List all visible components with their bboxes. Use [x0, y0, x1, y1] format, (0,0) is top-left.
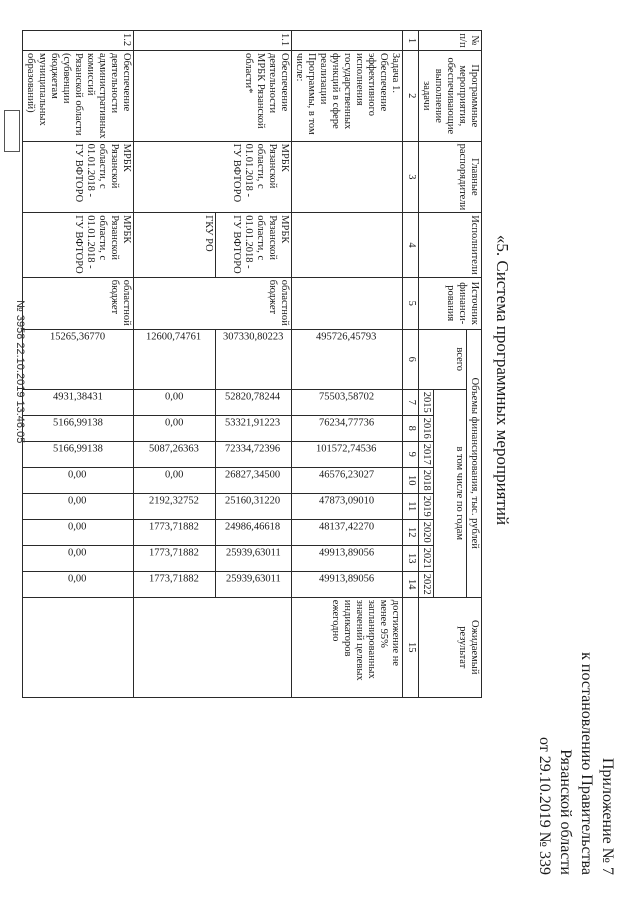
row-year-value-2: 1773,71882 [134, 571, 216, 597]
row-year-value: 0,00 [23, 571, 134, 597]
header-total: всего [419, 329, 467, 389]
row-manager: МРБК Рязанской области, с 01.01.2018 - ГУ ВФТОРО [134, 141, 292, 213]
row-event: Обеспечение деятельности административных комиссий Рязанской области (субвенции бюджетам муниципальных образований) [23, 51, 134, 142]
table-row-1-1 [216, 31, 292, 698]
appendix-number: Приложение № 7 [599, 757, 616, 875]
registration-footer: № 3958 22.10.2019 13:46:05 [14, 300, 26, 444]
column-number: 15 [403, 597, 419, 697]
row-year-value: 0,00 [23, 467, 134, 493]
row-year-value: 52820,78244 [216, 389, 292, 415]
row-year-value: 75503,58702 [292, 389, 403, 415]
program-events-table [22, 30, 482, 698]
row-year-value: 4931,38431 [23, 389, 134, 415]
row-result: достижение не менее 95% запланированных значений целевых индикаторов ежегодно [292, 597, 403, 697]
column-number: 7 [403, 389, 419, 415]
column-number: 5 [403, 277, 419, 329]
header-executors: Исполнители [419, 213, 482, 278]
table-row-1-2 [23, 31, 134, 698]
row-total: 307330,80223 [216, 329, 292, 389]
row-year-value: 49913,89056 [292, 545, 403, 571]
header-year: 2019 [419, 493, 434, 519]
column-number: 10 [403, 467, 419, 493]
column-number: 6 [403, 329, 419, 389]
row-year-value-2: 0,00 [134, 389, 216, 415]
row-year-value-2: 1773,71882 [134, 519, 216, 545]
row-year-value-2: 2192,32752 [134, 493, 216, 519]
header-managers: Главные распорядители [419, 141, 482, 213]
row-year-value: 26827,34500 [216, 467, 292, 493]
header-num: № п/п [419, 31, 482, 51]
row-year-value-2: 1773,71882 [134, 545, 216, 571]
header-year: 2018 [419, 467, 434, 493]
header-year: 2022 [419, 571, 434, 597]
header-year: 2015 [419, 389, 434, 415]
row-year-value: 25939,63011 [216, 545, 292, 571]
row-year-value: 47873,09010 [292, 493, 403, 519]
appendix-ref: к постановлению Правительства [578, 652, 595, 875]
row-result [134, 597, 292, 697]
column-number: 2 [403, 51, 419, 142]
column-number: 13 [403, 545, 419, 571]
header-year: 2017 [419, 441, 434, 467]
row-source [292, 277, 403, 329]
row-executor: МРБК Рязанской области, с 01.01.2018 - ГУ ВФТОРО [23, 213, 134, 278]
row-source: областной бюджет [23, 277, 134, 329]
row-event: Обеспечение деятельности МРБК Рязанской области* [134, 51, 292, 142]
row-num: 1.1 [134, 31, 292, 51]
header-by-years: в том числе по годам [434, 389, 467, 597]
appendix-date: от 29.10.2019 № 339 [536, 736, 553, 875]
column-number-row [403, 31, 419, 698]
header-source: Источник финанси-рования [419, 277, 482, 329]
row-year-value: 48137,42270 [292, 519, 403, 545]
column-number: 14 [403, 571, 419, 597]
row-year-value: 5166,99138 [23, 441, 134, 467]
column-number: 3 [403, 141, 419, 213]
header-year: 2020 [419, 519, 434, 545]
row-year-value: 101572,74536 [292, 441, 403, 467]
row-num: 1.2 [23, 31, 134, 51]
row-year-value: 0,00 [23, 545, 134, 571]
table-row-task1 [292, 31, 403, 698]
section-title: «5. Система программных мероприятий [493, 234, 512, 526]
row-executor-2: ГКУ РО [134, 213, 216, 278]
row-executor: МРБК Рязанской области, с 01.01.2018 - ГУ ВФТОРО [216, 213, 292, 278]
row-source: областной бюджет [134, 277, 292, 329]
column-number: 9 [403, 441, 419, 467]
appendix-header [534, 652, 618, 875]
appendix-region: Рязанской области [557, 749, 574, 875]
row-year-value: 72334,72396 [216, 441, 292, 467]
row-year-value: 76234,77736 [292, 415, 403, 441]
row-total: 495726,45793 [292, 329, 403, 389]
header-year: 2016 [419, 415, 434, 441]
row-year-value: 0,00 [23, 519, 134, 545]
row-total-2: 12600,74761 [134, 329, 216, 389]
column-number: 11 [403, 493, 419, 519]
header-event: Программные мероприятия, обеспечивающие выполнение задачи [419, 51, 482, 142]
row-year-value: 49913,89056 [292, 571, 403, 597]
row-result [23, 597, 134, 697]
row-year-value: 24986,46618 [216, 519, 292, 545]
row-year-value: 25160,31220 [216, 493, 292, 519]
row-event: Задача 1. Обеспечение эффективного исполнения государственных функций в сфере реализации Программы, в том числе: [292, 51, 403, 142]
column-number: 8 [403, 415, 419, 441]
header-year: 2021 [419, 545, 434, 571]
row-manager: МРБК Рязанской области, с 01.01.2018 - ГУ ВФТОРО [23, 141, 134, 213]
row-total: 15265,36770 [23, 329, 134, 389]
row-year-value: 46576,23027 [292, 467, 403, 493]
row-num [292, 31, 403, 51]
row-year-value: 5166,99138 [23, 415, 134, 441]
row-year-value: 0,00 [23, 493, 134, 519]
registration-stamp [4, 110, 20, 152]
row-executor [292, 213, 403, 278]
row-manager [292, 141, 403, 213]
column-number: 1 [403, 31, 419, 51]
column-number: 4 [403, 213, 419, 278]
header-funding: Объемы финансирования, тыс. рублей [467, 329, 482, 597]
row-year-value-2: 5087,26363 [134, 441, 216, 467]
row-year-value-2: 0,00 [134, 415, 216, 441]
row-year-value: 25939,63011 [216, 571, 292, 597]
row-year-value-2: 0,00 [134, 467, 216, 493]
row-year-value: 53321,91223 [216, 415, 292, 441]
header-result: Ожидаемый результат [419, 597, 482, 697]
column-number: 12 [403, 519, 419, 545]
